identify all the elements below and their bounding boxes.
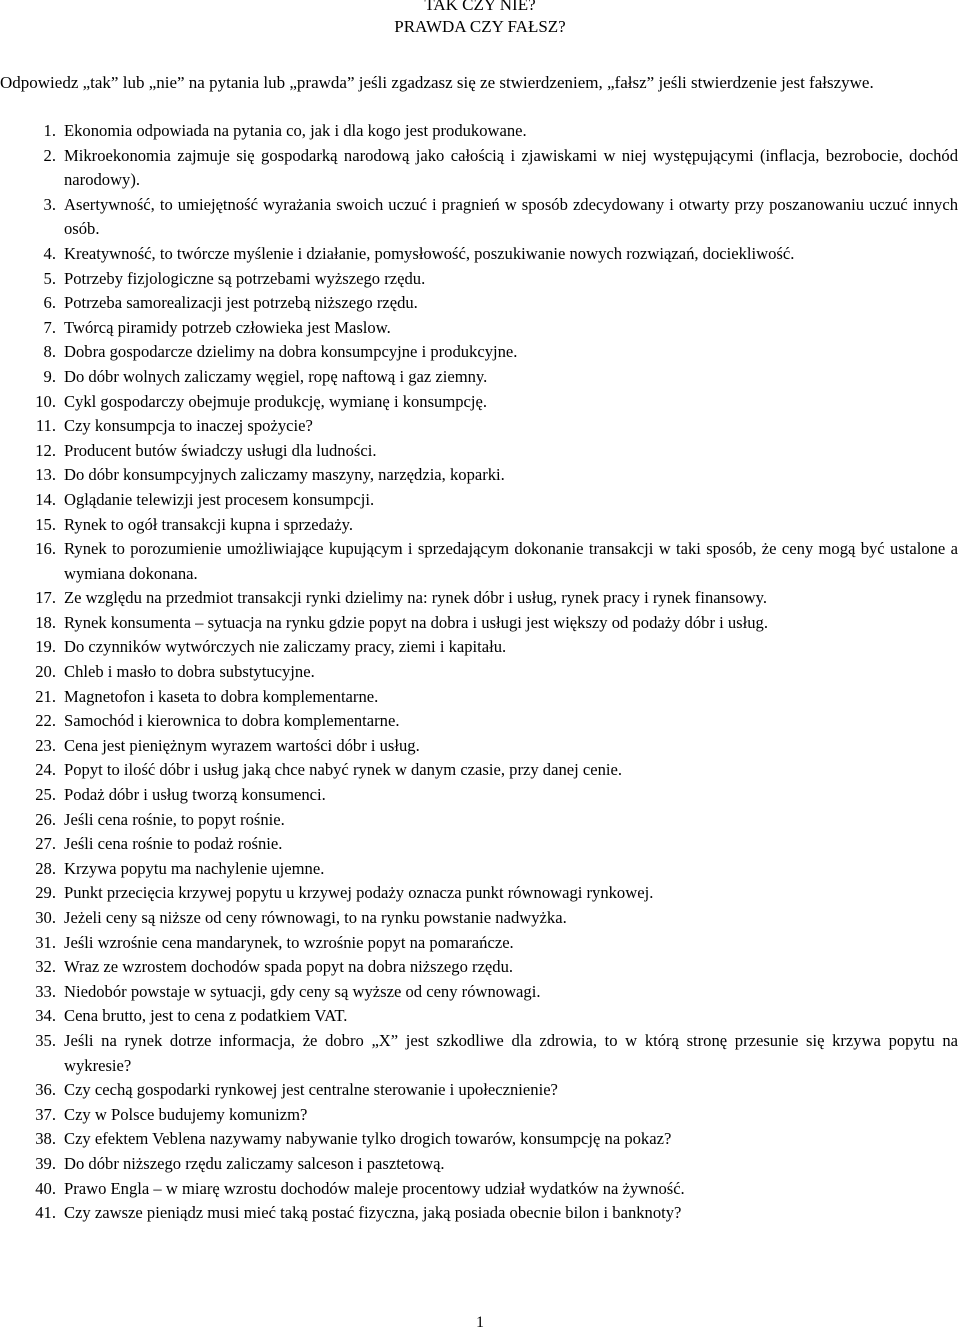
instructions-paragraph: Odpowiedz „tak” lub „nie” na pytania lub „prawda” jeśli zgadzasz się ze stwierdzeniem, „fałsz” jeśli stwierdzenie jest fałszywe. — [0, 73, 874, 92]
question-number: 10. — [35, 391, 56, 411]
question-item — [0, 611, 958, 636]
question-number: 2. — [43, 145, 56, 165]
question-text: Samochód i kierownica to dobra komplementarne. — [64, 711, 400, 731]
question-number: 15. — [35, 514, 56, 534]
question-text: Do dóbr wolnych zaliczamy węgiel, ropę naftową i gaz ziemny. — [64, 366, 488, 386]
question-item — [0, 193, 958, 242]
question-text: Podaż dóbr i usług tworzą konsumenci. — [64, 785, 326, 805]
question-text: Jeśli cena rośnie to podaż rośnie. — [64, 834, 283, 854]
question-item — [0, 685, 958, 710]
question-item — [0, 980, 958, 1005]
title-line-2: PRAWDA CZY FAŁSZ? — [394, 17, 566, 36]
question-text: Jeśli na rynek dotrze informacja, że dobro „X” jest szkodliwe dla zdrowia, to w którą stronę przesunie się krzywa popytu na wykresie? — [64, 1030, 958, 1075]
question-item — [0, 439, 958, 464]
question-number: 21. — [35, 686, 56, 706]
question-number: 22. — [35, 711, 56, 731]
question-number: 17. — [35, 588, 56, 608]
question-item — [0, 365, 958, 390]
question-number: 40. — [35, 1178, 56, 1198]
question-item — [0, 1177, 958, 1202]
question-number: 23. — [35, 735, 56, 755]
question-text: Cykl gospodarczy obejmuje produkcję, wymianę i konsumpcję. — [64, 391, 488, 411]
question-number: 29. — [35, 883, 56, 903]
question-number: 9. — [43, 366, 56, 386]
question-text: Do czynników wytwórczych nie zaliczamy pracy, ziemi i kapitału. — [64, 637, 507, 657]
question-item — [0, 783, 958, 808]
question-number: 25. — [35, 785, 56, 805]
question-text: Kreatywność, to twórcze myślenie i działanie, pomysłowość, poszukiwanie nowych rozwiązań, dociekliwość. — [64, 243, 795, 263]
question-item — [0, 488, 958, 513]
title-block — [0, 0, 960, 38]
question-text: Rynek konsumenta – sytuacja na rynku gdzie popyt na dobra i usługi jest większy od podaży dóbr i usług. — [64, 612, 768, 632]
question-item — [0, 537, 958, 586]
question-number: 18. — [35, 612, 56, 632]
question-item — [0, 881, 958, 906]
question-item — [0, 291, 958, 316]
question-number: 35. — [35, 1030, 56, 1050]
question-text: Rynek to ogół transakcji kupna i sprzedaży. — [64, 514, 354, 534]
question-text: Ekonomia odpowiada na pytania co, jak i dla kogo jest produkowane. — [64, 121, 527, 140]
question-item — [0, 906, 958, 931]
question-item — [0, 414, 958, 439]
question-number: 7. — [43, 317, 56, 337]
question-text: Krzywa popytu ma nachylenie ujemne. — [64, 858, 325, 878]
question-item — [0, 832, 958, 857]
question-text: Chleb i masło to dobra substytucyjne. — [64, 662, 315, 682]
question-text: Magnetofon i kaseta to dobra komplementarne. — [64, 686, 379, 706]
question-number: 14. — [35, 489, 56, 509]
question-item — [0, 808, 958, 833]
question-item — [0, 267, 958, 292]
question-item — [0, 586, 958, 611]
question-item — [0, 390, 958, 415]
question-item — [0, 1103, 958, 1128]
question-text: Rynek to porozumienie umożliwiające kupującym i sprzedającym dokonanie transakcji w taki sposób, że ceny mogą być ustalone a wymiana dokonana. — [64, 539, 958, 583]
question-number: 27. — [35, 834, 56, 854]
question-number: 5. — [43, 268, 56, 288]
question-item — [0, 463, 958, 488]
question-number: 24. — [35, 760, 56, 780]
question-text: Twórcą piramidy potrzeb człowieka jest Maslow. — [64, 317, 391, 337]
question-number: 8. — [43, 342, 56, 362]
question-text: Czy efektem Veblena nazywamy nabywanie tylko drogich towarów, konsumpcję na pokaz? — [64, 1129, 672, 1149]
question-text: Popyt to ilość dóbr i usług jaką chce nabyć rynek w danym czasie, przy danej cenie. — [64, 760, 623, 780]
question-text: Potrzeba samorealizacji jest potrzebą niższego rzędu. — [64, 293, 418, 313]
question-item — [0, 931, 958, 956]
question-list — [0, 119, 958, 1226]
question-text: Niedobór powstaje w sytuacji, gdy ceny są wyższe od ceny równowagi. — [64, 981, 541, 1001]
question-number: 39. — [35, 1153, 56, 1173]
question-item — [0, 513, 958, 538]
page-number: 1 — [476, 1314, 484, 1331]
question-number: 33. — [35, 981, 56, 1001]
title-line-1: TAK CZY NIE? — [424, 0, 536, 14]
question-text: Dobra gospodarcze dzielimy na dobra konsumpcyjne i produkcyjne. — [64, 342, 518, 362]
question-text: Czy w Polsce budujemy komunizm? — [64, 1104, 308, 1124]
question-item — [0, 242, 958, 267]
question-text: Do dóbr konsumpcyjnych zaliczamy maszyny, narzędzia, koparki. — [64, 465, 505, 485]
question-item — [0, 144, 958, 193]
question-item — [0, 340, 958, 365]
question-text: Producent butów świadczy usługi dla ludności. — [64, 440, 377, 460]
question-number: 11. — [35, 416, 56, 436]
question-text: Wraz ze wzrostem dochodów spada popyt na dobra niższego rzędu. — [64, 957, 514, 977]
question-text: Jeżeli ceny są niższe od ceny równowagi, to na rynku powstanie nadwyżka. — [64, 908, 567, 927]
question-number: 28. — [35, 858, 56, 878]
question-number: 20. — [35, 662, 56, 682]
question-text: Jeśli cena rośnie, to popyt rośnie. — [64, 809, 285, 829]
question-text: Czy cechą gospodarki rynkowej jest centralne sterowanie i upołecznienie? — [64, 1080, 558, 1100]
question-number: 1. — [43, 121, 56, 140]
question-item — [0, 660, 958, 685]
question-number: 4. — [43, 243, 56, 263]
question-number: 34. — [35, 1006, 56, 1026]
question-item — [0, 1078, 958, 1103]
question-number: 41. — [35, 1203, 56, 1223]
question-text: Ze względu na przedmiot transakcji rynki dzielimy na: rynek dóbr i usług, rynek pracy i rynek finansowy. — [64, 588, 768, 608]
question-item — [0, 709, 958, 734]
question-item — [0, 1127, 958, 1152]
question-number: 30. — [35, 908, 56, 927]
question-text: Potrzeby fizjologiczne są potrzebami wyższego rzędu. — [64, 268, 426, 288]
question-text: Czy konsumpcja to inaczej spożycie? — [64, 416, 313, 436]
question-number: 31. — [35, 932, 56, 952]
question-text: Cena jest pieniężnym wyrazem wartości dóbr i usług. — [64, 735, 420, 755]
question-text: Asertywność, to umiejętność wyrażania swoich uczuć i pragnień w sposób zdecydowany i otwarty przy poszanowaniu uczuć innych osób. — [64, 194, 958, 239]
question-item — [0, 758, 958, 783]
question-text: Czy zawsze pieniądz musi mieć taką postać fizyczna, jaką posiada obecnie bilon i banknoty? — [64, 1203, 682, 1223]
question-item — [0, 119, 958, 144]
question-text: Punkt przecięcia krzywej popytu u krzywej podaży oznacza punkt równowagi rynkowej. — [64, 883, 654, 903]
question-text: Oglądanie telewizji jest procesem konsumpcji. — [64, 489, 375, 509]
question-number: 3. — [43, 194, 56, 214]
question-number: 16. — [35, 539, 56, 559]
question-item — [0, 1029, 958, 1078]
question-number: 32. — [35, 957, 56, 977]
question-text: Prawo Engla – w miarę wzrostu dochodów maleje procentowy udział wydatków na żywność. — [64, 1178, 685, 1198]
question-text: Cena brutto, jest to cena z podatkiem VAT. — [64, 1006, 348, 1026]
question-item — [0, 635, 958, 660]
question-item — [0, 734, 958, 759]
question-number: 19. — [35, 637, 56, 657]
question-number: 13. — [35, 465, 56, 485]
question-item — [0, 1152, 958, 1177]
question-text: Do dóbr niższego rzędu zaliczamy salceson i pasztetową. — [64, 1153, 445, 1173]
question-item — [0, 1004, 958, 1029]
question-number: 26. — [35, 809, 56, 829]
question-number: 12. — [35, 440, 56, 460]
question-number: 6. — [43, 293, 56, 313]
question-item — [0, 857, 958, 882]
question-number: 37. — [35, 1104, 56, 1124]
question-text: Mikroekonomia zajmuje się gospodarką narodową jako całością i zjawiskami w niej występującymi (inflacja, bezrobocie, dochód narodowy). — [64, 145, 958, 190]
question-number: 36. — [35, 1080, 56, 1100]
question-item — [0, 316, 958, 341]
question-number: 38. — [35, 1129, 56, 1149]
question-text: Jeśli wzrośnie cena mandarynek, to wzrośnie popyt na pomarańcze. — [64, 932, 514, 952]
question-item — [0, 955, 958, 980]
question-item — [0, 1201, 958, 1226]
